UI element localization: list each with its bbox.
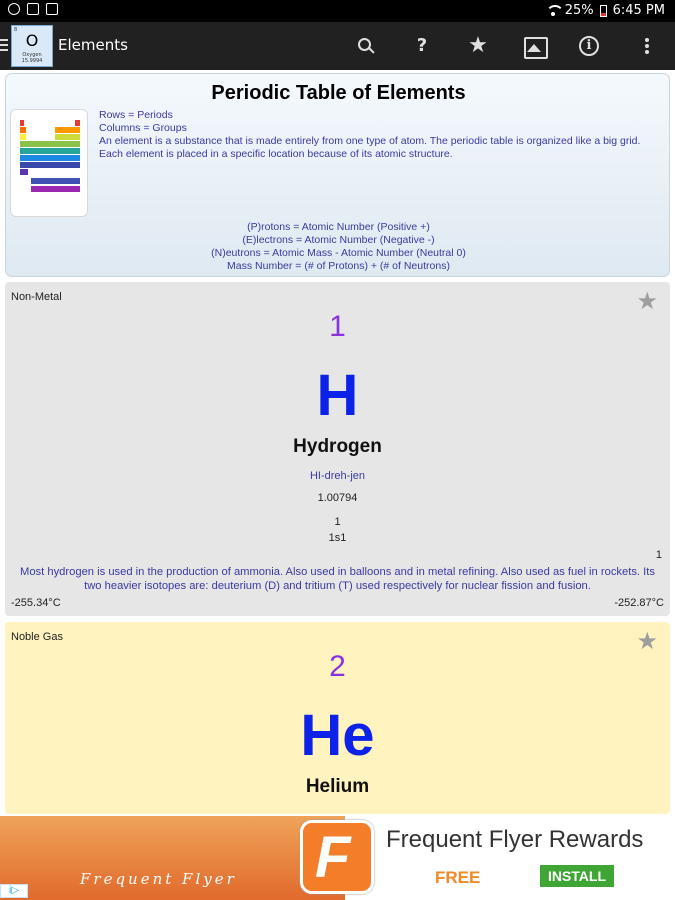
battery-icon	[600, 5, 607, 17]
element-symbol: He	[300, 703, 375, 768]
ad-title[interactable]: Frequent Flyer Rewards	[386, 826, 644, 853]
electrons-formula: (E)lectrons = Atomic Number (Negative -)	[242, 234, 435, 246]
element-category: Noble Gas	[11, 631, 63, 643]
status-bar	[0, 0, 675, 22]
status-icons-left	[8, 3, 58, 15]
help-icon[interactable]: ?	[416, 35, 428, 56]
element-card-helium[interactable]	[5, 622, 670, 814]
element-name: Helium	[305, 776, 370, 797]
mass-number-formula: Mass Number = (# of Protons) + (# of Neutrons)	[227, 260, 450, 272]
period-number: 1	[334, 516, 341, 528]
ad-image[interactable]	[0, 816, 345, 900]
element-description: Most hydrogen is used in the production of ammonia. Also used in balloons and in metal refining. Also used as fuel in rockets. Its two heavier isotopes are: deuterium (D) and tritium (T) used respectively for nuclear fission and fusion.	[20, 566, 655, 592]
description-text: An element is a substance that is made entirely from one type of atom. The periodic table is organized like a big grid. Each element is placed in a specific location because of its atomic structure.	[99, 135, 641, 160]
wifi-icon	[546, 5, 560, 17]
info-button[interactable]	[579, 34, 603, 58]
status-icons-right	[546, 3, 665, 18]
ad-price: FREE	[435, 868, 481, 887]
periodic-table-image	[11, 110, 89, 218]
adchoices-icon[interactable]: i▷	[0, 884, 28, 898]
search-icon[interactable]	[354, 34, 378, 58]
element-card-hydrogen[interactable]	[5, 282, 670, 616]
boiling-point: -252.87°C	[614, 597, 664, 609]
periodic-table-thumbnail	[10, 109, 88, 217]
periodic-table-info-card	[5, 73, 670, 277]
page-title: Elements	[58, 36, 128, 54]
action-bar	[0, 22, 675, 70]
image-icon[interactable]	[522, 34, 546, 58]
info-card-title: Periodic Table of Elements	[211, 82, 466, 104]
ad-app-logo[interactable]	[300, 820, 374, 894]
favorites-star-icon[interactable]: ★	[468, 33, 488, 58]
logo-mass: 15.9994	[21, 58, 43, 64]
atomic-mass: 1.00794	[317, 492, 358, 504]
gallery-icon	[46, 3, 58, 15]
logo-symbol: O	[25, 31, 39, 50]
electron-configuration: 1s1	[328, 532, 347, 544]
info-card-description-block	[99, 109, 664, 161]
ad-logo-letter: F	[315, 825, 351, 890]
atomic-number: 1	[329, 310, 346, 343]
group-number: 1	[655, 549, 662, 561]
logo-name: Oxygen	[22, 52, 42, 58]
neutrons-formula: (N)eutrons = Atomic Mass - Atomic Number (Neutral 0)	[211, 247, 466, 259]
element-name: Hydrogen	[293, 436, 382, 457]
clock: 6:45 PM	[612, 3, 665, 18]
melting-point: -255.34°C	[11, 597, 61, 609]
logo-atomic-number: 8	[14, 27, 18, 33]
formulas-block	[6, 221, 671, 273]
notification-icon	[8, 3, 20, 15]
ad-banner[interactable]	[0, 816, 675, 900]
calendar-icon	[27, 3, 39, 15]
element-category: Non-Metal	[11, 291, 62, 303]
overflow-menu-icon[interactable]	[635, 34, 659, 58]
app-logo[interactable]	[11, 25, 53, 67]
ad-install-button[interactable]: INSTALL	[540, 865, 614, 887]
element-symbol: H	[316, 363, 359, 428]
pronunciation: HI-dreh-jen	[309, 470, 366, 482]
info-icon: i	[579, 36, 599, 56]
columns-groups-text: Columns = Groups	[99, 122, 187, 134]
favorite-star-icon[interactable]: ★	[636, 627, 658, 655]
ad-brand-text: Frequent Flyer	[80, 870, 237, 888]
battery-percent: 25%	[564, 3, 594, 18]
protons-formula: (P)rotons = Atomic Number (Positive +)	[247, 221, 430, 233]
rows-periods-text: Rows = Periods	[99, 109, 173, 121]
favorite-star-icon[interactable]: ★	[636, 287, 658, 315]
atomic-number: 2	[329, 650, 346, 683]
drawer-menu-icon[interactable]	[0, 39, 8, 53]
